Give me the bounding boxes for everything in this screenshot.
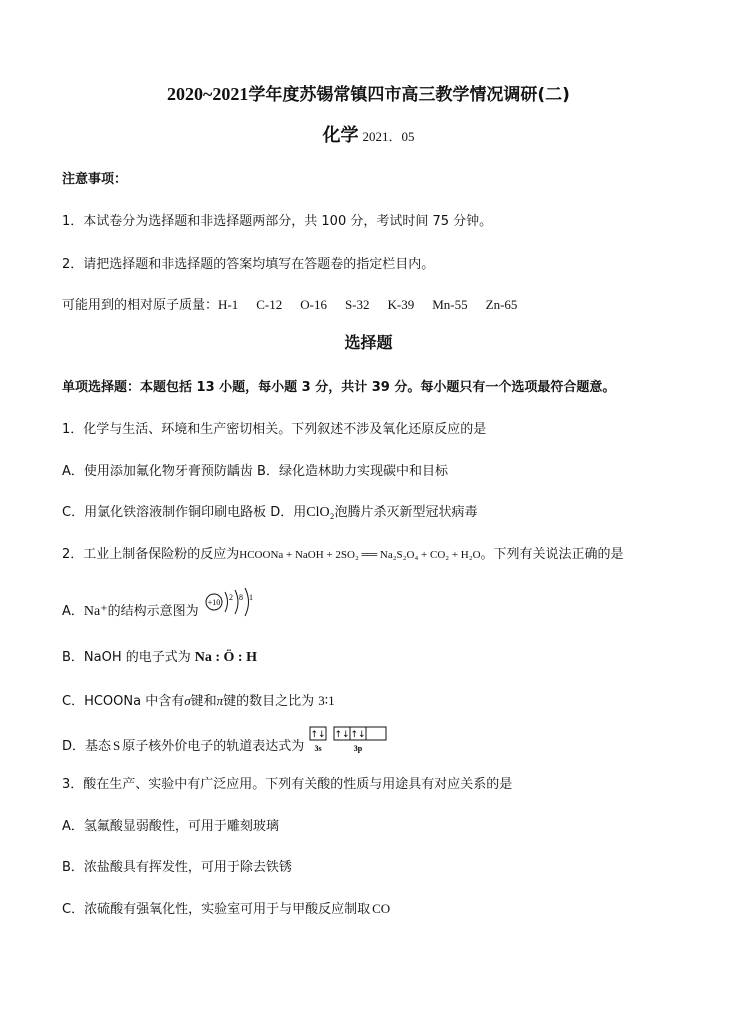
- orbital-3p-electrons-1: ↑↓: [334, 729, 350, 740]
- label-3s: 3s: [314, 743, 322, 753]
- shell-count-2: 8: [238, 592, 243, 602]
- subject-name: 化学: [322, 125, 359, 146]
- title-year: 2020~2021: [167, 84, 249, 104]
- q3-option-c: [62, 898, 390, 917]
- title-text: 学年度苏锡常镇四市高三教学情况调研(二): [248, 85, 570, 105]
- notice-item-2: 2．请把选择题和非选择题的答案均填写在答题卷的指定栏目内。: [62, 257, 435, 272]
- shell-arc-1: [225, 592, 228, 612]
- shell-arc-3: [245, 588, 249, 616]
- q2-option-b: [62, 646, 257, 666]
- q1-stem: 1．化学与生活、环境和生产密切相关。下列叙述不涉及氧化还原反应的是: [62, 422, 487, 437]
- q2-a-suffix: 的结构示意图为: [107, 604, 199, 619]
- q1-cd-prefix: C．用氯化铁溶液制作铜印刷电路板 D．用: [62, 505, 307, 520]
- q1-options-cd: [62, 501, 477, 521]
- exam-subtitle: [0, 121, 737, 147]
- section-instruction: 单项选择题：本题包括 13 小题，每小题 3 分，共计 39 分。每小题只有一个选项最符合题意。: [62, 380, 616, 395]
- label-3p: 3p: [354, 743, 363, 753]
- q3-option-b: B．浓盐酸具有挥发性，可用于除去铁锈: [62, 860, 292, 875]
- q2-c-text: C．HCOONa 中含有: [62, 694, 185, 709]
- q2-c-suffix: 键的数目之比为: [223, 694, 315, 709]
- q2-c-ratio: 3∶1: [318, 693, 335, 708]
- shell-count-1: 2: [228, 592, 233, 602]
- q2-option-a: [62, 592, 261, 620]
- q1-options-ab: A．使用添加氟化物牙膏预防龋齿 B．绿化造林助力实现碳中和目标: [62, 464, 448, 479]
- atomic-mass-line: [62, 294, 517, 313]
- mass-h: H-1: [218, 297, 239, 312]
- notice-item-1: 1．本试卷分为选择题和非选择题两部分，共 100 分，考试时间 75 分钟。: [62, 214, 493, 229]
- q2-c-sigma: σ: [184, 693, 191, 708]
- naoh-electron-formula: Na : Ö : H: [194, 650, 257, 665]
- mass-s: S-32: [344, 297, 370, 312]
- q2-d-suffix: 原子核外价电子的轨道表达式为: [122, 739, 305, 754]
- q2-stem: [62, 543, 624, 562]
- q2-stem-suffix: 。下列有关说法正确的是: [480, 547, 624, 562]
- nucleus-charge: +10: [207, 597, 221, 607]
- orbital-box-3p-3: [366, 727, 386, 740]
- q2-a-prefix: A．: [62, 604, 84, 619]
- q2-option-d: [62, 729, 392, 755]
- orbital-3p-electrons-2: ↑↓: [350, 729, 366, 740]
- q3-c-formula: CO: [372, 901, 391, 916]
- q2-d-prefix: D．基态: [62, 739, 112, 754]
- mass-o: O-16: [300, 297, 327, 312]
- mass-zn: Zn-65: [485, 297, 518, 312]
- exam-title: [0, 80, 737, 105]
- q2-option-c: [62, 690, 335, 709]
- na-ion-structure-diagram: [203, 585, 261, 619]
- mass-k: K-39: [387, 297, 415, 312]
- q1-cd-suffix: 泡腾片杀灭新型冠状病毒: [334, 505, 478, 520]
- orbital-3s-electrons: ↑↓: [310, 729, 326, 740]
- shell-count-3: 1: [248, 592, 253, 602]
- q3-stem: 3．酸在生产、实验中有广泛应用。下列有关酸的性质与用途具有对应关系的是: [62, 777, 513, 792]
- shell-arc-2: [235, 590, 238, 614]
- q2-c-pi: π: [216, 693, 224, 708]
- q2-d-s: S: [113, 738, 121, 753]
- q2-b-text: B．NaOH 的电子式为: [62, 650, 191, 665]
- orbital-diagram: [308, 725, 392, 755]
- q2-stem-prefix: 2．工业上制备保险粉的反应为: [62, 547, 240, 562]
- atomic-mass-label: 可能用到的相对原子质量：: [62, 298, 219, 313]
- q2-a-ion: Na⁺: [83, 604, 108, 619]
- q2-equation: HCOONa + NaOH + 2SO₂ ══ Na₂S₂O₄ + CO₂ + H₂O: [239, 549, 481, 561]
- section-title: 选择题: [344, 333, 393, 352]
- exam-date: 2021．05: [362, 129, 415, 144]
- q1-cd-formula: ClO₂: [306, 505, 335, 520]
- q3-option-a: A．氢氟酸显弱酸性，可用于雕刻玻璃: [62, 819, 279, 834]
- mass-c: C-12: [256, 297, 283, 312]
- q3-c-prefix: C．浓硫酸有强氧化性，实验室可用于与甲酸反应制取: [62, 902, 371, 917]
- q2-c-mid: 键和: [190, 694, 217, 709]
- notice-heading: 注意事项：: [62, 172, 128, 187]
- mass-mn: Mn-55: [432, 297, 468, 312]
